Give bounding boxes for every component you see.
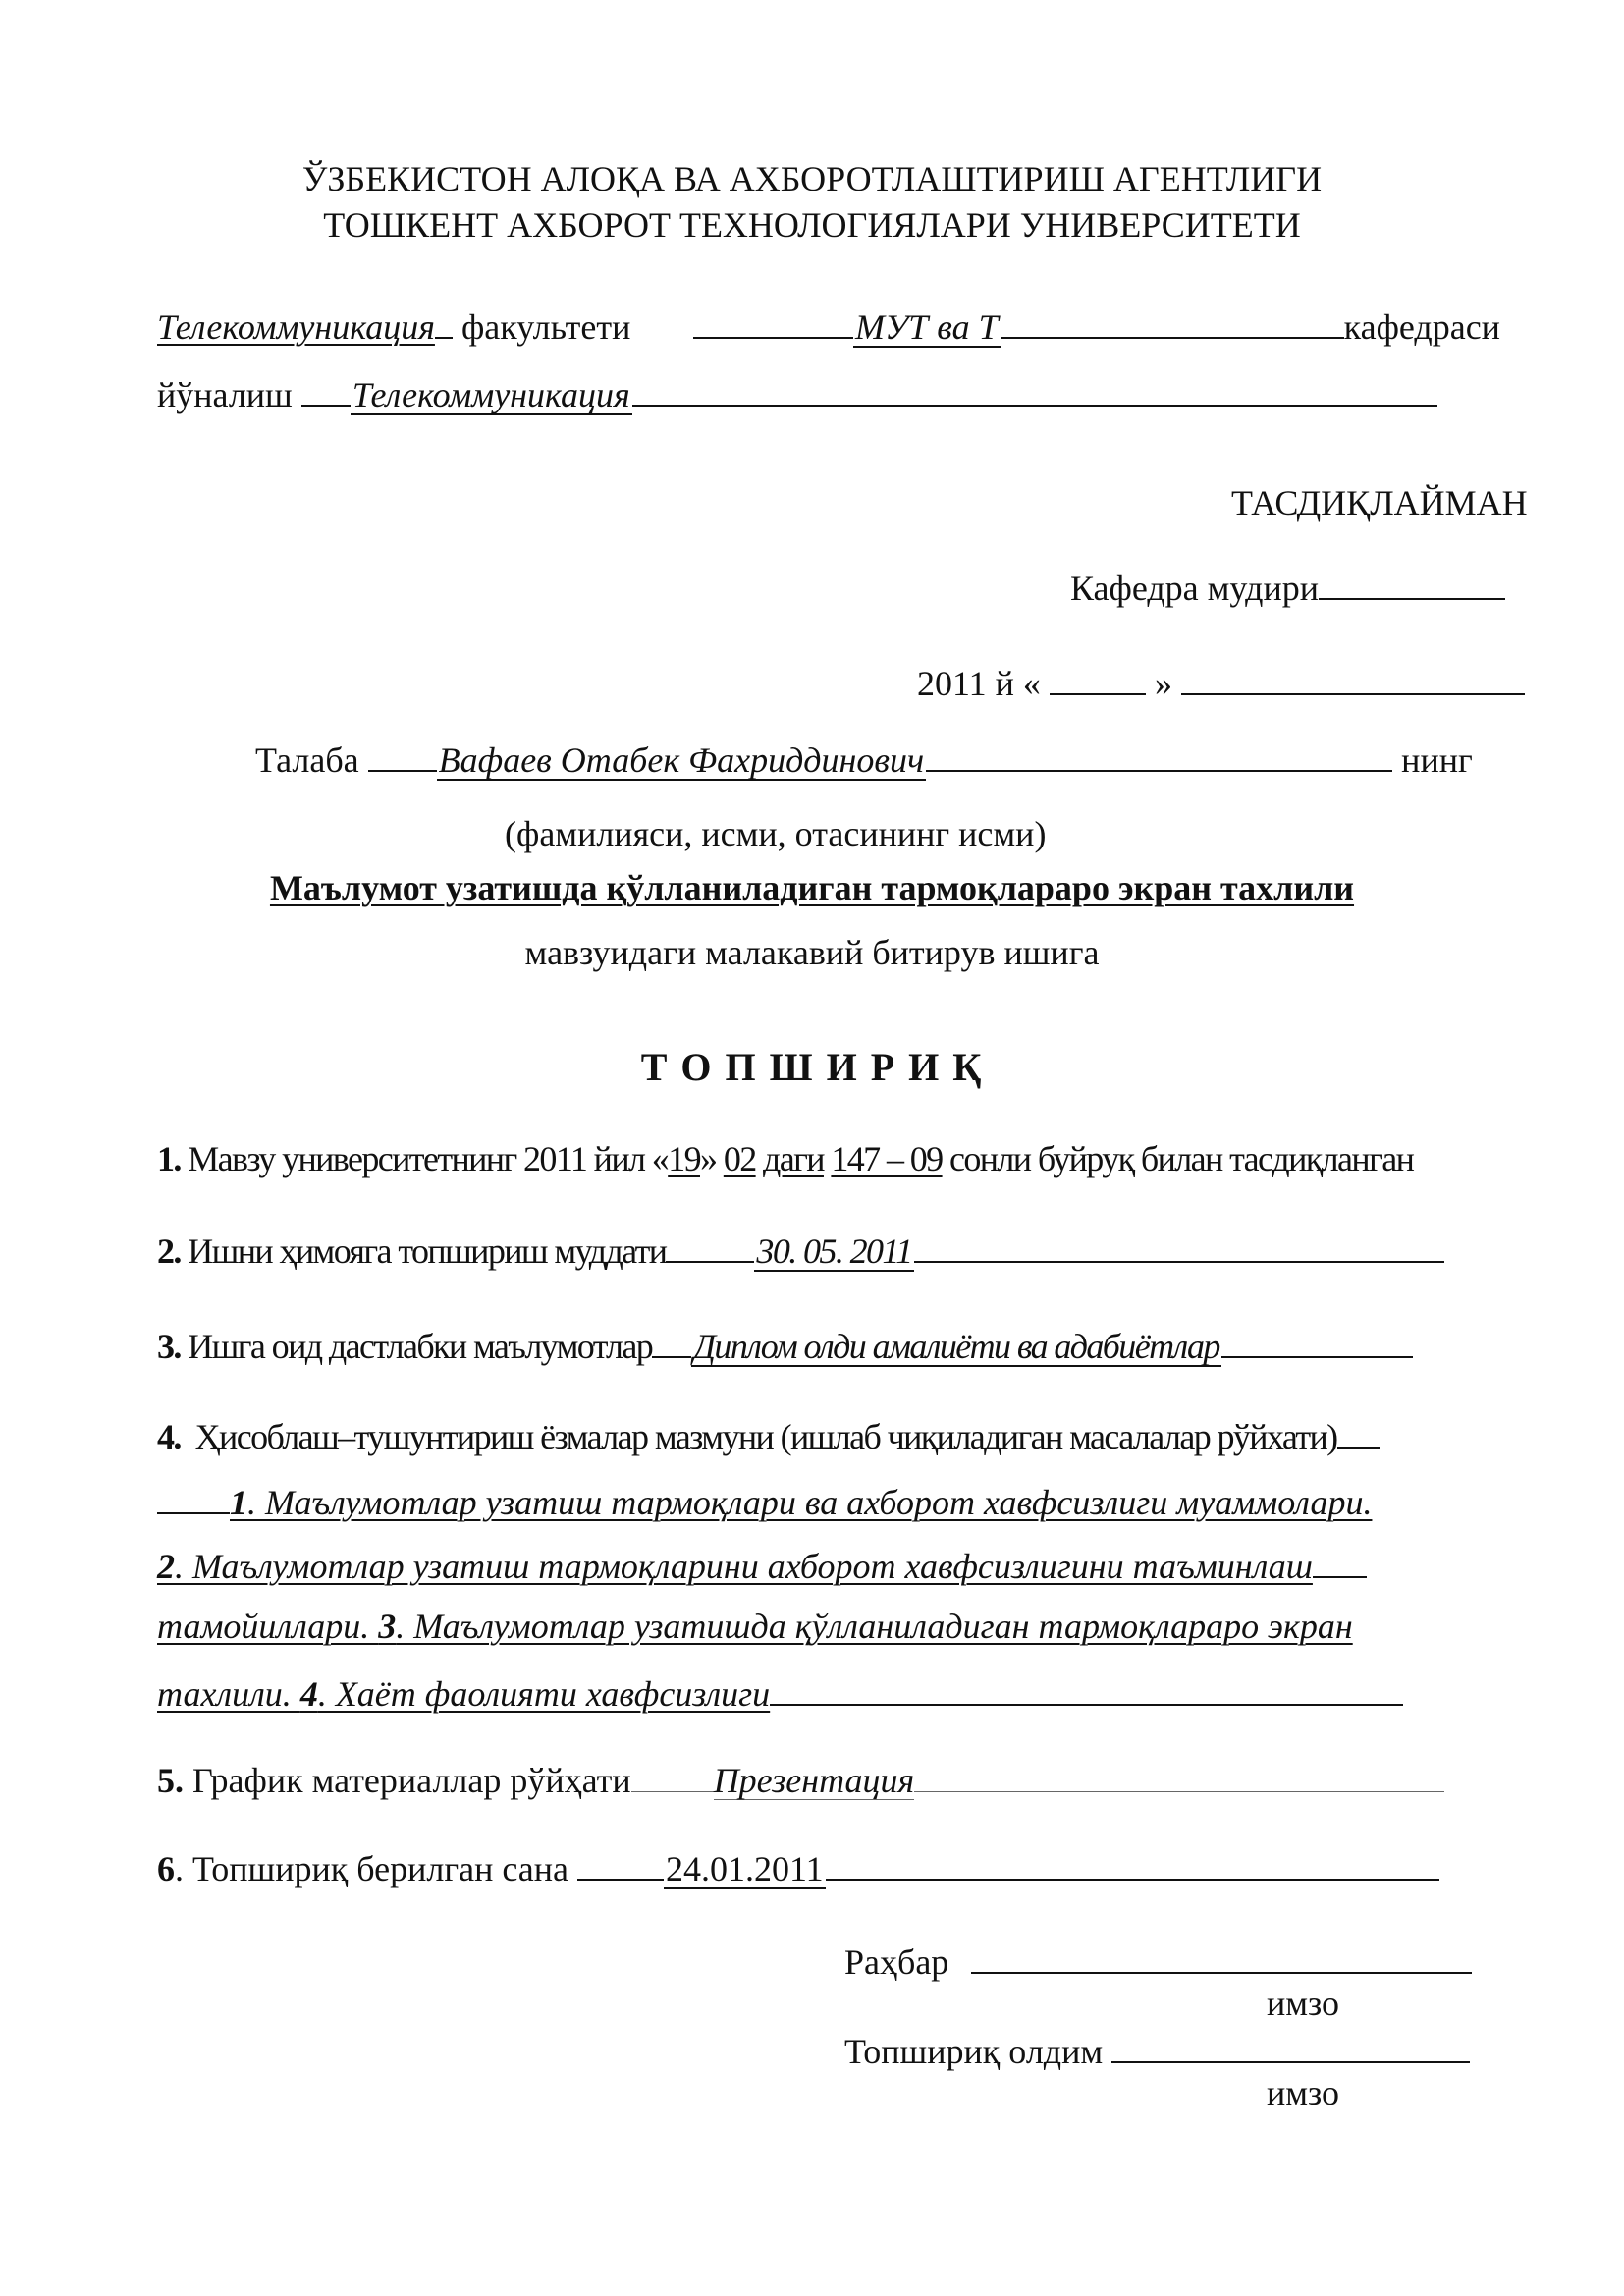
task-title: Т О П Ш И Р И Қ	[640, 1045, 984, 1089]
item-5-label: График материаллар рўйҳати	[192, 1761, 631, 1800]
approval-date-line	[917, 658, 1525, 705]
item-1-text-a: Мавзу университетнинг 2011 йил «	[188, 1139, 669, 1178]
item-2-number: 2.	[157, 1231, 181, 1271]
item-5	[157, 1756, 1444, 1802]
department-head-signature-field	[1319, 563, 1505, 600]
student-line	[255, 735, 1473, 782]
item-1-text-b: »	[700, 1139, 717, 1178]
department-head-line	[1070, 563, 1505, 610]
item-4-label: Ҳисоблаш–тушунтириш ёзмалар мазмуни (ишлаб чиқиладиган масалалар рўйхати)	[194, 1417, 1337, 1456]
student-name: Вафаев Отабек Фахриддинович	[438, 740, 925, 780]
item-5-number: 5.	[157, 1761, 184, 1800]
item-6-label: . Топшириқ берилган сана	[175, 1849, 568, 1888]
department-line	[693, 301, 1500, 349]
item-1	[157, 1137, 1413, 1180]
received-line	[844, 2026, 1470, 2073]
item-2-label: Ишни ҳимояга топшириш муддати	[188, 1231, 667, 1271]
item-4-line-3	[157, 1605, 1353, 1648]
item-4-subitem-1-text: . Маълумотлар узатиш тармоқлари ва ахборот хавфсизлиги муаммолари.	[247, 1483, 1373, 1522]
department-head-label: Кафедра мудири	[1070, 569, 1320, 608]
student-suffix: нинг	[1401, 740, 1473, 780]
topic-subtitle: мавзуидаги малакавий битирув ишига	[524, 933, 1100, 972]
approval-title: ТАСДИҚЛАЙМАН	[1231, 483, 1528, 522]
item-4-line-2	[157, 1541, 1367, 1588]
item-4-subitem-3-text: . Маълумотлар узатишда қўлланиладиган тармоқлараро экран	[396, 1607, 1353, 1646]
item-2	[157, 1226, 1444, 1273]
topic-title: Маълумот узатишда қўлланиладиган тармоқлараро экран тахлили	[269, 868, 1355, 907]
item-4-subitem-4-number: 4	[299, 1674, 318, 1714]
received-label: Топшириқ олдим	[844, 2032, 1104, 2071]
signature-caption-2: имзо	[1267, 2073, 1340, 2112]
item-4-subitem-3-number: 3	[378, 1607, 397, 1646]
supervisor-line	[844, 1937, 1472, 1984]
item-4-line-1	[157, 1477, 1372, 1524]
supervisor-label: Раҳбар	[844, 1942, 949, 1982]
item-4-subitem-2-text-cont: тамойиллари.	[157, 1607, 379, 1646]
item-4-subitem-3-text-cont: тахлили.	[157, 1674, 300, 1714]
item-6-value: 24.01.2011	[666, 1849, 824, 1888]
student-label: Талаба	[255, 740, 359, 780]
item-4-subitem-1-number: 1	[230, 1483, 247, 1522]
item-1-text-c: даги	[763, 1139, 824, 1178]
item-3-label: Ишга оид дастлабки маълумотлар	[188, 1327, 653, 1366]
item-1-day: 19	[668, 1139, 700, 1178]
item-3-value: Диплом олди амалиёти ва адабиётлар	[693, 1327, 1219, 1366]
header-ministry: ЎЗБЕКИСТОН АЛОҚА ВА АХБОРОТЛАШТИРИШ АГЕНТЛИГИ	[301, 159, 1323, 198]
approval-day-field	[1050, 658, 1146, 695]
item-1-number: 1.	[157, 1139, 181, 1178]
direction-value: Телекоммуникация	[352, 375, 630, 414]
item-2-value: 30. 05. 2011	[756, 1231, 912, 1271]
item-3	[157, 1321, 1413, 1368]
item-3-number: 3.	[157, 1327, 181, 1366]
item-4-line-4	[157, 1668, 1403, 1716]
supervisor-signature-field	[971, 1937, 1472, 1974]
approval-date-close: »	[1154, 664, 1172, 703]
department-value: МУТ ва Т	[855, 307, 999, 347]
item-1-text-d: сонли буйруқ билан тасдиқланган	[948, 1139, 1414, 1178]
item-4-number: 4.	[157, 1417, 181, 1456]
faculty-line	[157, 301, 630, 349]
faculty-label: факультети	[460, 307, 631, 347]
item-4-subitem-2-text: . Маълумотлар узатиш тармоқларини ахборот хавфсизлигини таъминлаш	[175, 1547, 1313, 1586]
approval-date-prefix: 2011 й «	[917, 664, 1041, 703]
department-label: кафедраси	[1343, 307, 1500, 347]
direction-line	[157, 369, 1437, 416]
student-name-caption: (фамилияси, исми, отасининг исми)	[505, 814, 1047, 853]
item-6-number: 6	[157, 1849, 175, 1888]
signature-caption-1: имзо	[1267, 1984, 1340, 2023]
item-4-subitem-2-number: 2	[157, 1547, 175, 1586]
item-6	[157, 1843, 1439, 1890]
item-1-order: 147 – 09	[831, 1139, 943, 1178]
approval-month-field	[1181, 658, 1525, 695]
item-1-month: 02	[723, 1139, 756, 1178]
item-4	[157, 1411, 1380, 1458]
received-signature-field	[1111, 2026, 1470, 2063]
header-university: ТОШКЕНТ АХБОРОТ ТЕХНОЛОГИЯЛАРИ УНИВЕРСИТЕТИ	[323, 205, 1301, 245]
item-5-value: Презентация	[713, 1761, 915, 1800]
item-4-subitem-4-text: . Хаёт фаолияти хавфсизлиги	[317, 1674, 771, 1714]
direction-label: йўналиш	[157, 375, 293, 414]
faculty-value: Телекоммуникация	[157, 307, 435, 347]
